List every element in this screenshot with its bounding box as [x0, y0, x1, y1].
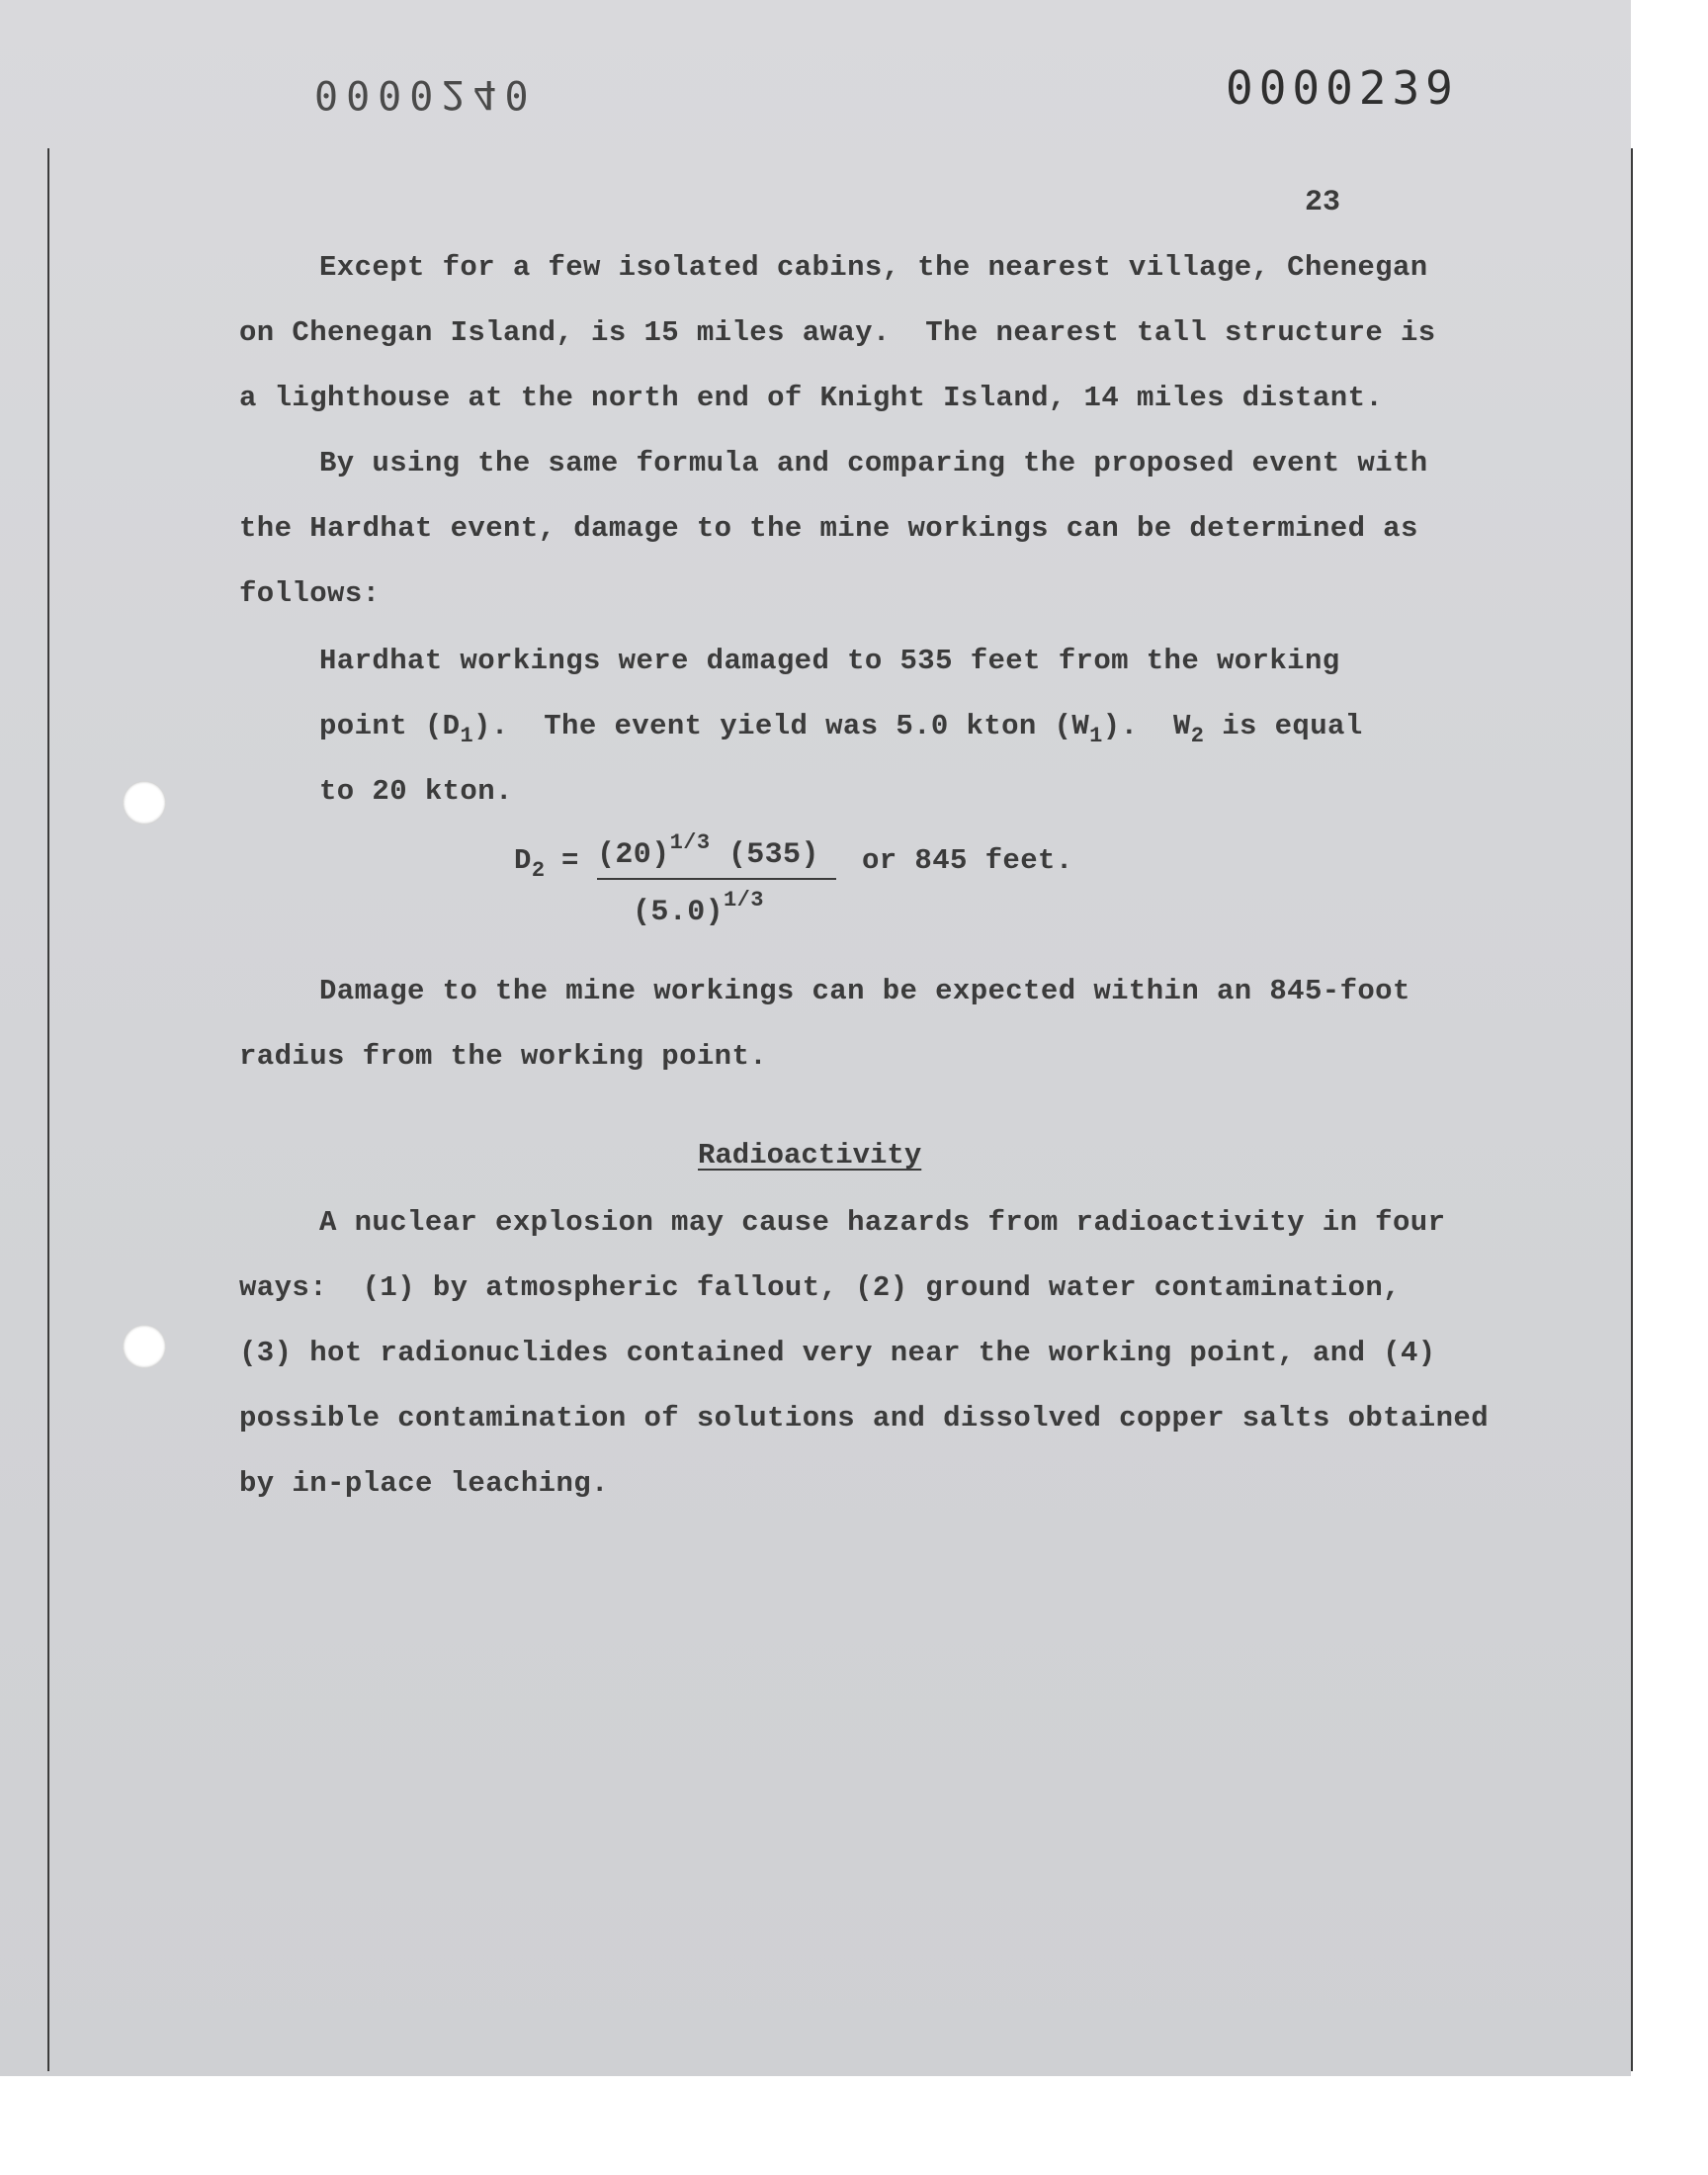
punch-hole [123, 1325, 166, 1368]
section-heading: Radioactivity [698, 1139, 922, 1172]
paragraph-line: By using the same formula and comparing the proposed event with [319, 447, 1428, 479]
yield-formula [514, 817, 1073, 955]
paragraph-line: possible contamination of solutions and dissolved copper salts obtained [239, 1402, 1490, 1435]
paragraph-line: radius from the working point. [239, 1040, 768, 1073]
punch-hole [123, 781, 166, 825]
paragraph-line: Damage to the mine workings can be expected within an 845-foot [319, 975, 1410, 1007]
page-number: 23 [1305, 186, 1341, 219]
paragraph-line: a lighthouse at the north end of Knight Island, 14 miles distant. [239, 382, 1384, 414]
paragraph-line: by in-place leaching. [239, 1467, 609, 1500]
paragraph-line: Except for a few isolated cabins, the nearest village, Chenegan [319, 251, 1428, 284]
paragraph-line: follows: [239, 577, 381, 610]
paragraph-line: ways: (1) by atmospheric fallout, (2) ground water contamination, [239, 1271, 1401, 1304]
hardhat-line: to 20 kton. [319, 775, 513, 808]
paragraph-line: A nuclear explosion may cause hazards from radioactivity in four [319, 1206, 1446, 1239]
paragraph-line: (3) hot radionuclides contained very near the working point, and (4) [239, 1337, 1436, 1369]
formula-result: or 845 feet. [862, 844, 1073, 877]
paragraph-line: the Hardhat event, damage to the mine workings can be determined as [239, 512, 1418, 545]
hardhat-line: Hardhat workings were damaged to 535 feet from the working [319, 645, 1340, 677]
document-stamp-left: 0000240 [314, 71, 537, 117]
page-border [47, 148, 1633, 2071]
hardhat-line: point $(D_1)$. The event yield was 5.0 kton $(W_1)$. $W_2$ is equal [319, 710, 1363, 748]
document-stamp-right: 0000239 [1226, 61, 1459, 115]
fraction-bar [597, 878, 836, 880]
formula-numerator: $(20)^{1/3}$ (535) [597, 830, 819, 872]
paragraph-line: on Chenegan Island, is 15 miles away. The nearest tall structure is [239, 316, 1436, 349]
formula-denominator: $(5.0)^{1/3}$ [633, 888, 764, 929]
formula-equals: = [561, 844, 579, 877]
formula-lhs: $D_2$ [514, 844, 546, 883]
